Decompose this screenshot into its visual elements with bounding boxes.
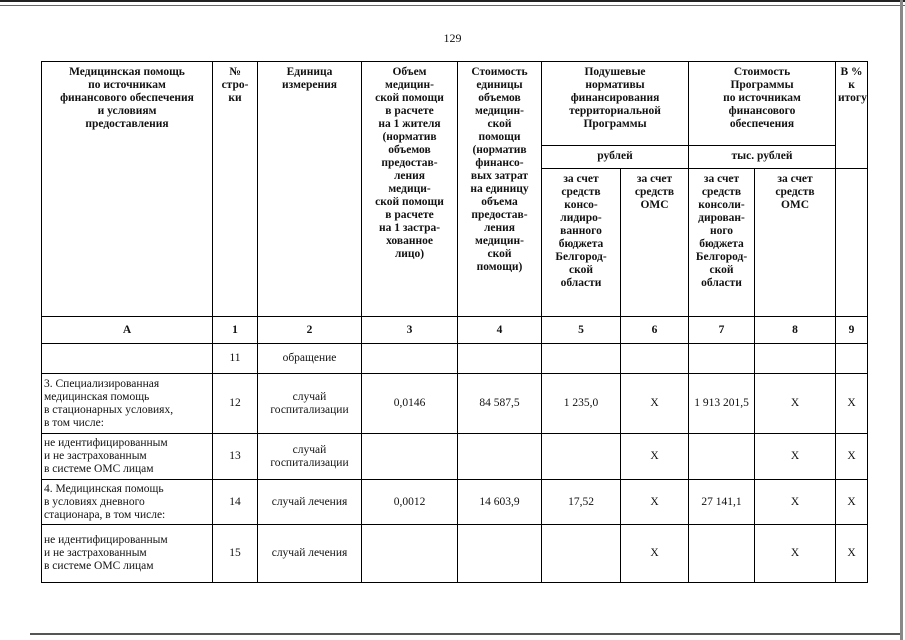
row-percent: X: [836, 434, 868, 480]
row-percent: X: [836, 374, 868, 434]
row-oms-rubles: X: [621, 525, 689, 583]
row-number: 15: [213, 525, 258, 583]
row-unit-cost: [458, 525, 542, 583]
header-oms-thousand: за счет средств ОМС: [755, 169, 836, 317]
row-oms-rubles: X: [621, 374, 689, 434]
row-unit: случай лечения: [258, 480, 362, 525]
row-oms-rubles: X: [621, 434, 689, 480]
page-number: 129: [443, 31, 462, 45]
row-volume: [362, 344, 458, 374]
row-unit-cost: [458, 344, 542, 374]
table-row: [42, 434, 868, 480]
header-unit: Единица измерения: [258, 62, 362, 317]
row-percent: [836, 344, 868, 374]
row-budget-rubles: [542, 434, 621, 480]
header-row-number: № стро- ки: [213, 62, 258, 317]
row-name: [42, 344, 213, 374]
row-budget-rubles: 17,52: [542, 480, 621, 525]
financing-table: [41, 61, 868, 583]
column-index-9: 9: [836, 317, 868, 344]
row-oms-thousand: X: [755, 434, 836, 480]
row-budget-thousand: 27 141,1: [689, 480, 755, 525]
column-index-2: 2: [258, 317, 362, 344]
row-oms-thousand: [755, 344, 836, 374]
row-oms-thousand: X: [755, 525, 836, 583]
row-unit: случай госпитализации: [258, 374, 362, 434]
row-budget-thousand: [689, 434, 755, 480]
table-row: [42, 344, 868, 374]
row-oms-thousand: X: [755, 374, 836, 434]
scan-edge-top-inner: [0, 5, 905, 6]
row-volume: 0,0012: [362, 480, 458, 525]
header-percent: В % к итогу: [836, 62, 868, 169]
row-budget-rubles: 1 235,0: [542, 374, 621, 434]
row-name: 4. Медицинская помощь в условиях дневного стационара, в том числе:: [42, 480, 213, 525]
row-name: не идентифицированным и не застрахованным в системе ОМС лицам: [42, 525, 213, 583]
row-oms-thousand: X: [755, 480, 836, 525]
row-oms-rubles: X: [621, 480, 689, 525]
row-percent: X: [836, 525, 868, 583]
row-number: 12: [213, 374, 258, 434]
row-budget-thousand: [689, 525, 755, 583]
column-index-3: 3: [362, 317, 458, 344]
table-row: [42, 480, 868, 525]
header-unit-cost: Стоимость единицы объемов медицин- ской помощи (норматив финансо- вых затрат на единицу объема предостав- ления медицин- ской помощи): [458, 62, 542, 317]
header-per-capita: Подушевые нормативы финансирования территориальной Программы: [542, 62, 689, 146]
column-index-a: А: [42, 317, 213, 344]
header-unit-thousand-rubles: тыс. рублей: [689, 146, 836, 169]
header-budget-thousand: за счет средств консоли- дирован- ного бюджета Белгород- ской области: [689, 169, 755, 317]
row-unit: случай госпитализации: [258, 434, 362, 480]
column-index-row: [42, 317, 868, 344]
header-percent-blank: [836, 169, 868, 317]
header-volume: Объем медицин- ской помощи в расчете на 1 жителя (норматив объемов предостав- ления медици- ской помощи в расчете на 1 застра- хованное лицо): [362, 62, 458, 317]
row-volume: [362, 525, 458, 583]
column-index-6: 6: [621, 317, 689, 344]
header-care-type: Медицинская помощь по источникам финансового обеспечения и условиям предоставления: [42, 62, 213, 317]
row-name: 3. Специализированная медицинская помощь в стационарных условиях, в том числе:: [42, 374, 213, 434]
scan-edge-bottom: [30, 633, 900, 635]
row-budget-rubles: [542, 525, 621, 583]
header-program-cost: Стоимость Программы по источникам финансового обеспечения: [689, 62, 836, 146]
header-row-1: [42, 62, 868, 146]
column-index-7: 7: [689, 317, 755, 344]
table-row: [42, 374, 868, 434]
row-unit-cost: 84 587,5: [458, 374, 542, 434]
row-oms-rubles: [621, 344, 689, 374]
row-budget-rubles: [542, 344, 621, 374]
row-number: 14: [213, 480, 258, 525]
header-oms-rubles: за счет средств ОМС: [621, 169, 689, 317]
row-percent: X: [836, 480, 868, 525]
row-volume: [362, 434, 458, 480]
row-unit: обращение: [258, 344, 362, 374]
scan-edge-top: [0, 0, 905, 2]
row-name: не идентифицированным и не застрахованным в системе ОМС лицам: [42, 434, 213, 480]
row-volume: 0,0146: [362, 374, 458, 434]
column-index-8: 8: [755, 317, 836, 344]
row-unit: случай лечения: [258, 525, 362, 583]
column-index-5: 5: [542, 317, 621, 344]
row-unit-cost: 14 603,9: [458, 480, 542, 525]
table-row: [42, 525, 868, 583]
row-unit-cost: [458, 434, 542, 480]
row-budget-thousand: [689, 344, 755, 374]
header-unit-rubles: рублей: [542, 146, 689, 169]
row-number: 11: [213, 344, 258, 374]
row-number: 13: [213, 434, 258, 480]
scan-edge-right: [900, 0, 903, 640]
column-index-4: 4: [458, 317, 542, 344]
column-index-1: 1: [213, 317, 258, 344]
header-budget-rubles: за счет средств консо- лидиро- ванного бюджета Белгород- ской области: [542, 169, 621, 317]
row-budget-thousand: 1 913 201,5: [689, 374, 755, 434]
